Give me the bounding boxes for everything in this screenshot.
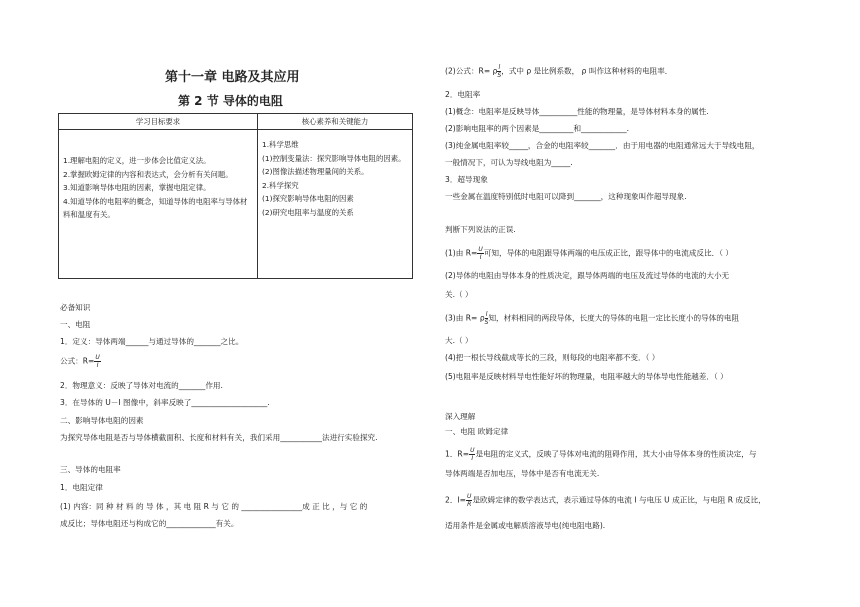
text-line: 为探究导体电阻是否与导体横截面积、长度和材料有关，我们采用___________法进行实验探究. [60, 433, 378, 442]
heading-resistance: 一、电阻 [60, 320, 91, 329]
text-line: 大.（ ） [445, 336, 473, 345]
heading-superconductivity: 3．超导现象 [445, 175, 488, 184]
goals-table [58, 113, 413, 279]
heading-deep-understanding: 深入理解 [445, 412, 476, 421]
fraction: $\frac{l}{S}$ [497, 64, 502, 79]
text-line: 1．R= $\frac{U}{I}$是电阻的定义式，反映了导体对电流的阻碍作用，其大小由导体本身的性质决定，与 [445, 447, 757, 462]
heading-resistance-law: 1．电阻定律 [60, 483, 103, 492]
goals-col2-header: 核心素养和关键能力 [258, 114, 413, 130]
heading-resistivity: 三、导体的电阻率 [60, 465, 121, 474]
text-line: 一些金属在温度特别低时电阻可以降到_______，这种现象叫作超导现象. [445, 192, 687, 201]
competency-item: (1)控制变量法：探究影响导体电阻的因素。 [262, 153, 406, 163]
competency-item: 1.科学思维 [262, 140, 299, 149]
text-line: 一般情况下，可认为导线电阻为_____. [445, 158, 573, 167]
competency-item: (2)图像法描述物理量间的关系。 [262, 167, 369, 176]
chapter-title: 第十一章 电路及其应用 [165, 70, 300, 85]
text-line: 1．定义：导体两端______与通过导体的_______之比。 [60, 337, 244, 346]
judgement-item: (4)把一根长导线截成等长的三段，则每段的电阻率都不变．（ ） [445, 353, 660, 362]
heading-ohms-law: 一、电阻 欧姆定律 [445, 427, 509, 436]
competency-item: (2)研究电阻率与温度的关系 [262, 207, 354, 217]
judgement-item: (2)导体的电阻由导体本身的性质决定，跟导体两端的电压及流过导体的电流的大小无 [445, 271, 730, 280]
text-line: (1) 内容：同 种 材 料 的 导 体 ，其 电 阻 R 与 它 的 ________________成 正 比 ，与 它 的 [60, 502, 368, 511]
goals-col1-cell [59, 130, 258, 279]
competency-item: 2.科学探究 [262, 180, 299, 190]
section-title: 第 2 节 导体的电阻 [178, 94, 283, 108]
goal-item: 2.掌握欧姆定律的内容和表达式，会分析有关问题。 [63, 169, 233, 179]
goals-col1-header: 学习目标要求 [59, 114, 258, 130]
text-line: 2．物理意义：反映了导体对电流的_______作用. [60, 381, 223, 390]
judgement-item: (3)由 R= ρ $\frac{l}{S}$知，材料相同的两段导体，长度大的导体的电阻一定比长度小的导体的电阻 [445, 311, 740, 326]
fraction: $\frac{U}{I}$ [478, 246, 483, 261]
judgement-item: (1)由 R= $\frac{U}{I}$可知，导体的电阻跟导体两端的电压成正比，跟导体中的电流成反比．（ ） [445, 246, 734, 261]
text-line: (3)纯金属电阻率较_____，合金的电阻率较_______．由于用电器的电阻通常远大于导线电阻， [445, 141, 760, 150]
heading-essential-knowledge: 必备知识 [60, 303, 91, 312]
text-line: 2．I= $\frac{U}{R}$是欧姆定律的数学表达式，表示通过导体的电流 I 与电压 U 成正比，与电阻 R 成反比， [445, 493, 766, 508]
fraction: $\frac{l}{S}$ [484, 311, 489, 326]
text-line: (2)影响电阻率的两个因素是_________和____________. [445, 124, 630, 133]
goal-item: 4.知道导体的电阻率的概念，知道导体的电阻率与导体材料和温度有关。 [63, 196, 248, 219]
heading-resistivity-2: 2．电阻率 [445, 90, 481, 99]
fraction: $\frac{U}{R}$ [467, 493, 472, 508]
text-line: (1)概念：电阻率是反映导体__________性能的物理量，是导体材料本身的属性. [445, 107, 709, 116]
judgement-item: (5)电阻率是反映材料导电性能好坏的物理量，电阻率越大的导体导电性能越差．（ ） [445, 372, 728, 381]
text-line: 3．在导体的 U－I 图像中，斜率反映了____________________. [60, 398, 270, 407]
fraction: $\frac{U}{I}$ [470, 447, 475, 462]
text-line: 适用条件是金属或电解质溶液导电(纯电阻电路). [445, 521, 606, 530]
text-line: 关.（ ） [445, 290, 473, 299]
competency-item: (1)探究影响导体电阻的因素 [262, 194, 354, 203]
goal-item: 3.知道影响导体电阻的因素，掌握电阻定律。 [63, 183, 211, 192]
heading-factors: 二、影响导体电阻的因素 [60, 416, 144, 425]
text-line: 导体两端是否加电压，导体中是否有电流无关. [445, 469, 600, 478]
goals-col2-cell [258, 130, 413, 279]
goal-item: 1.理解电阻的定义，进一步体会比值定义法。 [63, 156, 211, 165]
formula-line: (2)公式：R= ρ $\frac{l}{S}$，式中 ρ 是比例系数， ρ 叫作这种材料的电阻率． [445, 64, 673, 79]
formula-line: 公式：R= $\frac{U}{I}$ [60, 354, 100, 369]
fraction: $\frac{U}{I}$ [95, 354, 100, 369]
text-line: 成反比；导体电阻还与构成它的_____________有关。 [60, 519, 239, 528]
heading-true-false: 判断下列说法的正误. [445, 225, 516, 234]
